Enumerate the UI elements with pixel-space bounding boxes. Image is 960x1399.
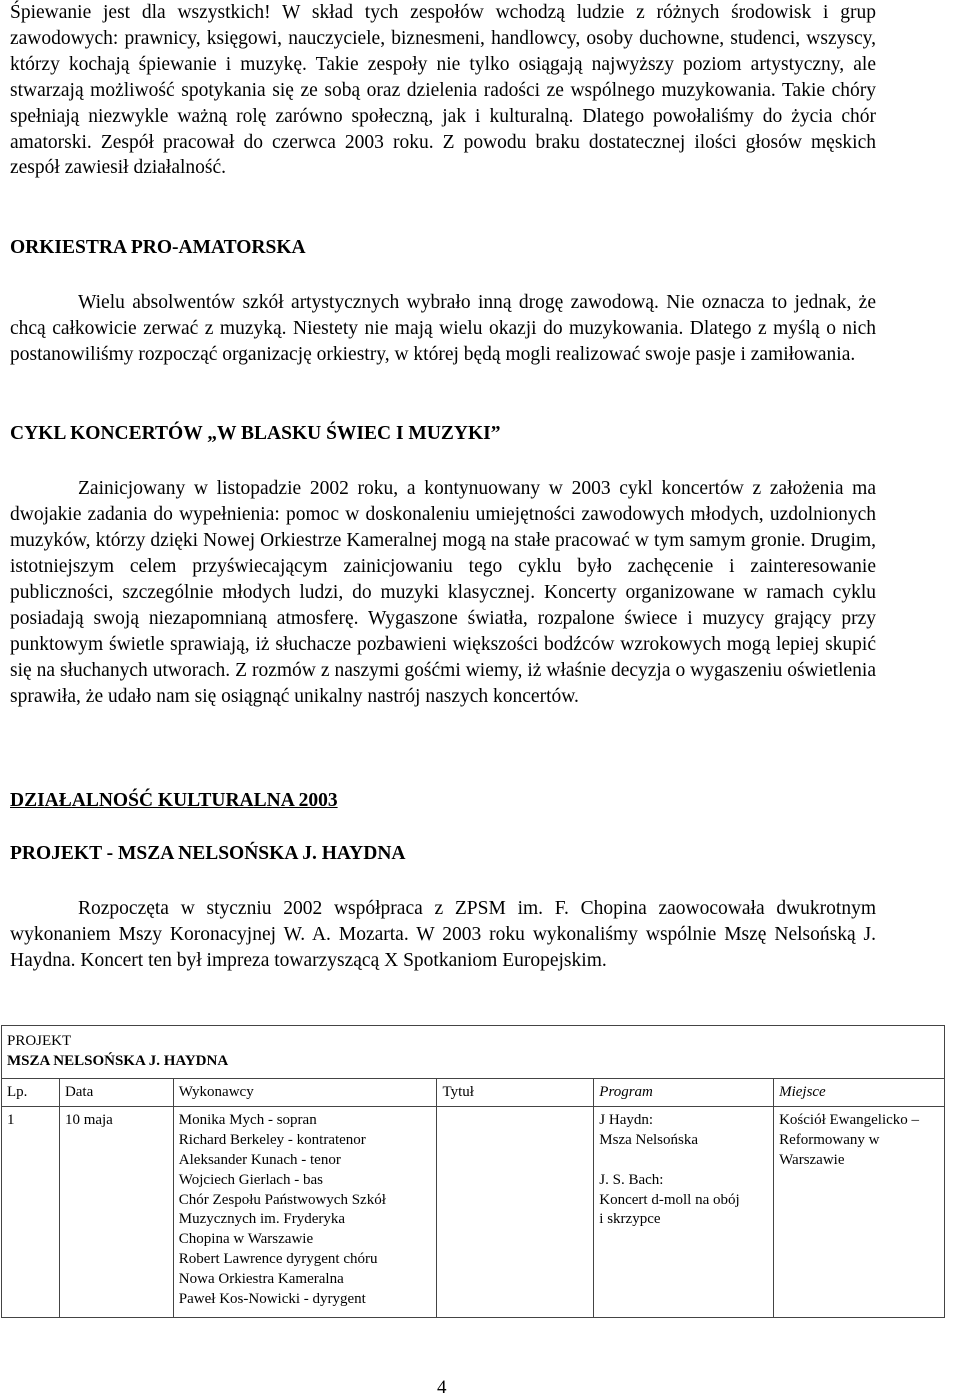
paragraph-orkiestra xyxy=(10,290,876,368)
table-row xyxy=(2,1107,945,1318)
paragraph-projekt xyxy=(10,896,876,974)
header-program: Program xyxy=(594,1078,774,1107)
heading-projekt: PROJEKT - MSZA NELSOŃSKA J. HAYDNA xyxy=(10,843,406,864)
paragraph-orkiestra-text: Wielu absolwentów szkół artystycznych wybrało inną drogę zawodową. Nie oznacza to jednak, że chcą całkowicie zerwać z muzyką. Niestety nie mają wielu okazji do muzykowania. Dlatego z myślą o nich postanowiliśmy rozpocząć organizację orkiestry, w której będą mogli realizować swoje pasje i zamiłowania. xyxy=(10,292,876,365)
cell-program xyxy=(594,1107,774,1318)
performer-line: Chopina w Warszawie xyxy=(178,1231,314,1248)
header-miejsce: Miejsce xyxy=(774,1078,945,1107)
header-data: Data xyxy=(59,1078,173,1107)
table-title-line1: PROJEKT xyxy=(7,1033,72,1049)
table-title-line2: MSZA NELSOŃSKA J. HAYDNA xyxy=(7,1052,229,1069)
table-title-cell xyxy=(2,1026,945,1079)
cell-miejsce xyxy=(774,1107,945,1318)
performer-line: Paweł Kos-Nowicki - dyrygent xyxy=(178,1290,366,1307)
performer-line: Muzycznych im. Fryderyka xyxy=(178,1211,345,1228)
performer-line: Richard Berkeley - kontratenor xyxy=(178,1132,366,1149)
table-title-row xyxy=(2,1026,945,1079)
heading-orkiestra: ORKIESTRA PRO-AMATORSKA xyxy=(10,237,306,258)
program-line: J Haydn: xyxy=(599,1112,654,1129)
intro-paragraph: Śpiewanie jest dla wszystkich! W skład tych zespołów wchodzą ludzie z różnych środowisk i grup zawodowych: prawnicy, księgowi, nauczyciele, biznesmeni, handlowcy, osoby duchowne, studenci, wszyscy, którzy kochają śpiewanie i muzykę. Takie zespoły nie tylko osiągają najwyższy poziom artystyczny, ale stwarzają możliwość spotykania się ze sobą oraz dzielenia radości ze wspólnego muzykowania. Takie chóry spełniają niezwykle ważną rolę zarówno społeczną, jak i kulturalną. Dlatego powołaliśmy do życia chór amatorski. Zespół pracował do czerwca 2003 roku. Z powodu braku dostatecznej ilości głosów męskich zespół zawiesił działalność. xyxy=(10,2,876,179)
performer-line: Robert Lawrence dyrygent chóru xyxy=(178,1250,378,1267)
cell-wykonawcy xyxy=(173,1107,437,1318)
paragraph-cykl xyxy=(10,476,876,710)
paragraph-projekt-text: Rozpoczęta w styczniu 2002 współpraca z ZPSM im. F. Chopina zaowocowała dwukrotnym wykonaniem Mszy Koronacyjnej W. A. Mozarta. W 2003 roku wykonaliśmy wspólnie Mszę Nelsońską J. Haydna. Koncert ten był impreza towarzyszącą X Spotkaniom Europejskim. xyxy=(10,898,876,971)
performer-line: Chór Zespołu Państwowych Szkół xyxy=(178,1191,386,1208)
paragraph-cykl-text: Zainicjowany w listopadzie 2002 roku, a kontynuowany w 2003 cykl koncertów z założenia ma dwojakie zadania do wypełnienia: pomoc w doskonaleniu umiejętności zawodowych młodych, uzdolnionych muzyków, którzy dzięki Nowej Orkiestrze Kameralnej mogą na stałe pracować w tym samym gronie. Drugim, istotniejszym celem przyświecającym zainicjowaniu tego cyklu było zachęcenie i zainteresowanie publiczności, szczególnie młodych ludzi, do muzyki klasycznej. Koncerty organizowane w ramach cyklu posiadają swoją niezapomnianą atmosferę. Wygaszone światła, rozpalone świece i muzycy grający przy punktowym świetle sprawiają, iż słuchacze pozbawieni większości bodźców wzrokowych mogą lepiej skupić się na słuchanych utworach. Z rozmów z naszymi gośćmi wiemy, iż właśnie decyzja o wygaszeniu oświetlenia sprawiła, że udało nam się osiągnąć unikalny nastrój naszych koncertów. xyxy=(10,478,876,707)
place-line: Kościół Ewangelicko – xyxy=(779,1112,920,1129)
program-line: Msza Nelsońska xyxy=(599,1132,699,1149)
heading-dzialalnosc: DZIAŁALNOŚĆ KULTURALNA 2003 xyxy=(10,790,338,811)
page-number: 4 xyxy=(437,1377,447,1398)
cell-tytul xyxy=(437,1107,594,1318)
table-header-row xyxy=(2,1078,945,1107)
header-lp: Lp. xyxy=(2,1078,60,1107)
cell-lp: 1 xyxy=(2,1107,60,1318)
program-line: i skrzypce xyxy=(599,1211,661,1228)
heading-cykl: CYKL KONCERTÓW „W BLASKU ŚWIEC I MUZYKI” xyxy=(10,423,501,444)
performer-line: Monika Mych - sopran xyxy=(178,1112,317,1129)
performer-line: Nowa Orkiestra Kameralna xyxy=(178,1270,344,1287)
place-line: Reformowany w xyxy=(779,1132,880,1149)
program-line xyxy=(599,1151,768,1171)
cell-data: 10 maja xyxy=(59,1107,173,1318)
program-line: Koncert d-moll na obój xyxy=(599,1191,740,1208)
performer-line: Aleksander Kunach - tenor xyxy=(178,1151,341,1168)
performer-line: Wojciech Gierlach - bas xyxy=(178,1171,323,1188)
program-line: J. S. Bach: xyxy=(599,1171,664,1188)
project-table xyxy=(1,1025,945,1318)
header-wykonawcy: Wykonawcy xyxy=(173,1078,437,1107)
place-line: Warszawie xyxy=(779,1151,845,1168)
header-tytul: Tytuł xyxy=(437,1078,594,1107)
